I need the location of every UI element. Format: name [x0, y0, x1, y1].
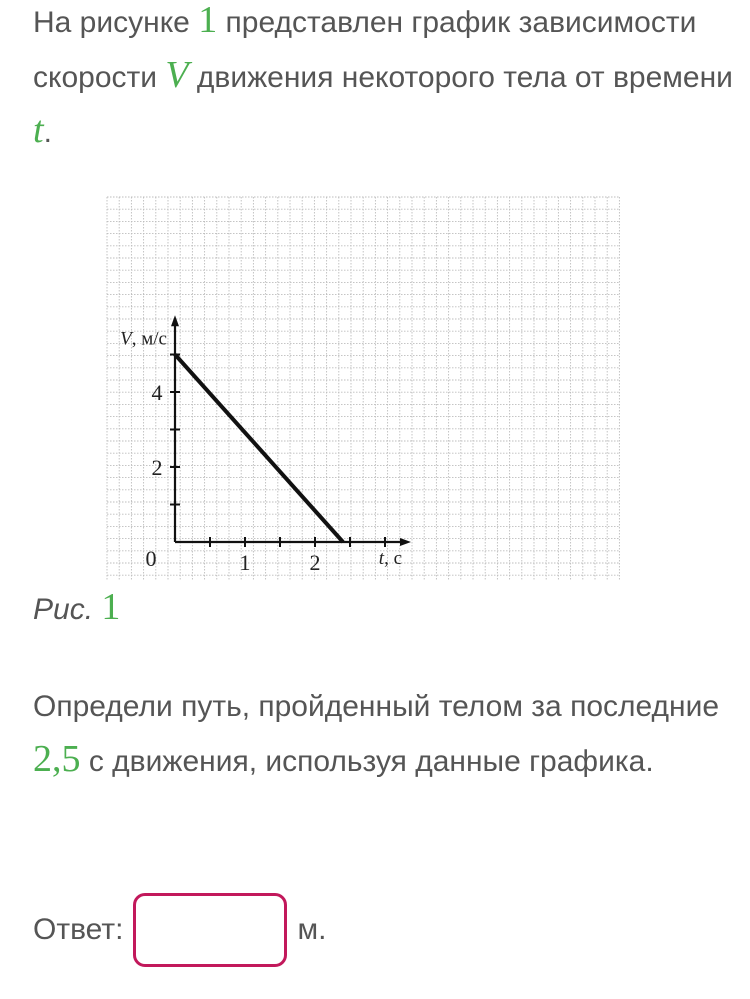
chart-grid: [107, 197, 620, 580]
question-text-1: Определи путь, пройденный телом за последние: [33, 690, 720, 723]
x-tick-label: 1: [239, 550, 251, 575]
answer-unit: м.: [297, 913, 327, 946]
x-tick-label: 2: [309, 550, 321, 575]
question-duration: 2,5: [33, 738, 81, 780]
time-variable: t: [33, 109, 44, 151]
y-tick-label: 4: [151, 380, 163, 405]
question-text: [33, 681, 733, 788]
caption-number: 1: [101, 586, 121, 628]
y-tick-label: 2: [151, 455, 163, 480]
problem-text-3: движения некоторого тела от времени: [188, 61, 733, 94]
figure-number: 1: [198, 0, 218, 41]
problem-text-1: На рисунке: [33, 6, 199, 39]
problem-statement: [33, 0, 733, 159]
chart-svg: [105, 195, 622, 582]
question-text-2: с движения, используя данные графика.: [80, 745, 654, 778]
x-axis-label-unit: , с: [384, 548, 402, 569]
problem-text-4: .: [43, 116, 52, 149]
velocity-time-chart: [105, 195, 622, 582]
x-axis-arrow-icon: [400, 538, 411, 546]
y-axis-arrow-icon: [171, 315, 179, 326]
caption-label: Рис.: [33, 593, 94, 626]
x-axis-label: [379, 548, 402, 569]
velocity-variable: V: [165, 54, 189, 96]
y-axis-label-unit: , м/с: [131, 328, 167, 350]
answer-row: [33, 893, 326, 967]
x-axis-label-variable: t: [378, 548, 385, 569]
origin-label: 0: [145, 546, 157, 571]
chart-axes: [170, 315, 411, 547]
y-axis-label: [120, 328, 167, 349]
y-axis-label-variable: V: [120, 328, 132, 350]
answer-input[interactable]: [133, 893, 287, 967]
problem-text-2: представлен график зависимости скорости: [33, 6, 697, 94]
figure-caption: [33, 583, 120, 634]
answer-label: Ответ:: [33, 913, 124, 946]
